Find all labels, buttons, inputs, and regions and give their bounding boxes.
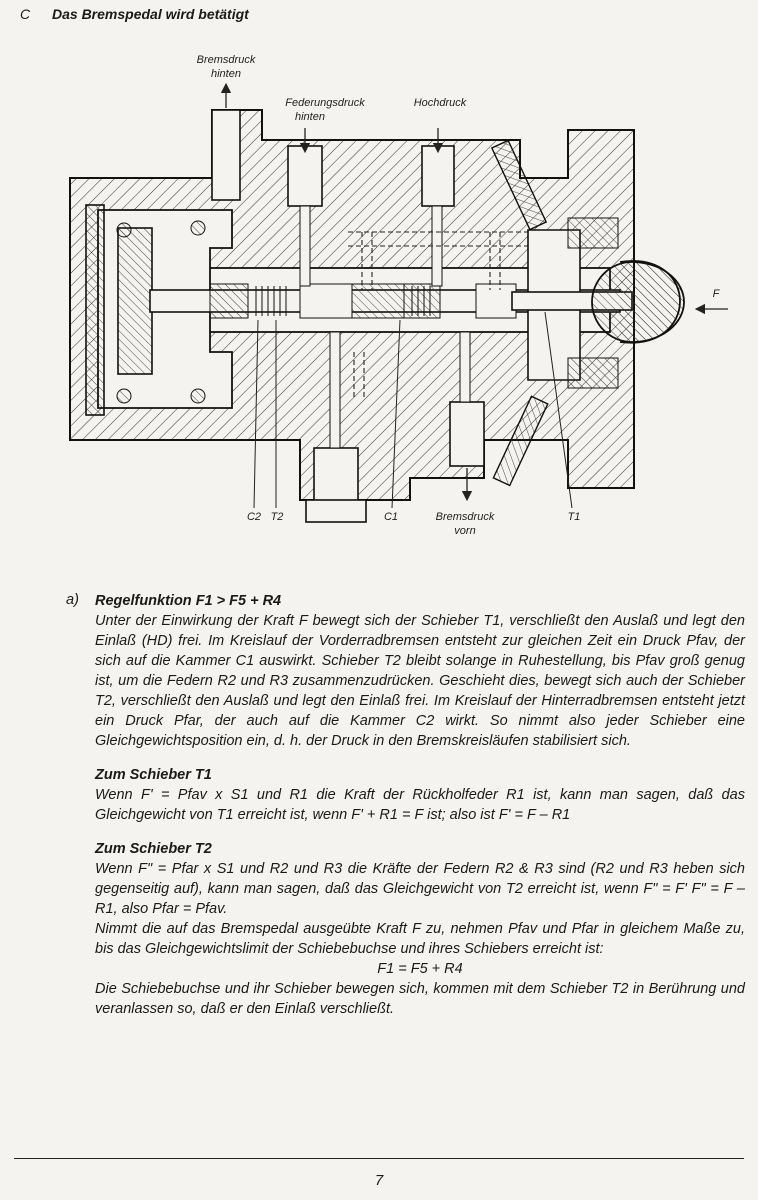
subsection-title: Regelfunktion F1 > F5 + R4 (95, 593, 282, 609)
label-bremsdruck-hinten-2: hinten (211, 68, 241, 80)
port-suspension-stem (300, 206, 310, 286)
flange-bottom (568, 358, 618, 388)
spool-land-1 (210, 284, 248, 318)
spool-land-5 (476, 284, 516, 318)
port-bottom-left-stem (330, 332, 340, 448)
label-c2: C2 (246, 511, 262, 523)
t2-paragraph-2: Nimmt die auf das Bremspedal ausgeübte Kraft F zu, nehmen Pfav und Pfar in gleichem Maße zu, bis das Gleichgewichtslimit der Schiebebuchse und ihres Schiebers erreicht ist: (95, 921, 745, 957)
port-brake-front (450, 402, 484, 466)
label-hochdruck: Hochdruck (413, 97, 467, 109)
flange-top (568, 218, 618, 248)
end-cap (86, 205, 104, 415)
label-t1: T1 (567, 511, 581, 523)
main-text (95, 585, 745, 1019)
seal-ring-bottom-right (191, 389, 205, 403)
spool-land-4 (404, 284, 440, 318)
label-federungsdruck-1: Federungsdruck (285, 97, 365, 109)
footer-rule (14, 1158, 744, 1159)
piston-left (118, 228, 152, 374)
page-number: 7 (374, 1172, 384, 1189)
subsection-letter: a) (66, 592, 79, 608)
port-brake-front-stem (460, 332, 470, 402)
intro-paragraph: Unter der Einwirkung der Kraft F bewegt sich der Schieber T1, verschließt den Auslaß und legt den Einlaß (HD) frei. Im Kreislauf der Vorderradbremsen entsteht zur gleichen Zeit ein Druck Pfav, der sich auf die Kammer C1 auswirkt. Schieber T2 bleibt solange in Ruhestellung, bis Pfav groß genug ist, um die Federn R2 und R3 zusammenzudrücken. Geschieht dies, bewegt sich auch der Schieber T2, verschließt den Auslaß und legt den Einlaß frei. Im Kreislauf der Hinterradbremsen entsteht jetzt ein Druck Pfar, der auch auf die Kammer C2 wirkt. So nimmt also jeder Schieber eine Gleichgewichtsposition ein, d. h. der Druck in den Bremskreisläufen stabilisiert sich. (95, 613, 745, 749)
label-c1: C1 (383, 511, 399, 523)
t2-paragraph: Wenn F" = Pfar x S1 und R2 und R3 die Kräfte der Federn R2 & R3 sind (R2 und R3 heben sich gegenseitig auf), kann man sagen, daß das Gleichgewicht von T2 erreicht ist, wenn F" = F' F" = F – R1, also Pfar = Pfav. (95, 861, 745, 917)
port-brake-rear (212, 110, 240, 200)
spool-land-3 (352, 284, 404, 318)
label-t2: T2 (270, 511, 284, 523)
label-federungsdruck-2: hinten (295, 111, 325, 123)
section-heading (20, 6, 249, 22)
bottom-plug-nut (306, 500, 366, 522)
seal-ring-bottom-left (117, 389, 131, 403)
seal-ring-top-right (191, 221, 205, 235)
t1-heading: Zum Schieber T1 (95, 767, 212, 783)
t2-heading: Zum Schieber T2 (95, 841, 212, 857)
section-title: Das Bremspedal wird betätigt (52, 6, 249, 22)
label-bremsdruck-vorn-1: Bremsdruck (435, 511, 495, 523)
spool-land-2 (300, 284, 352, 318)
label-bremsdruck-hinten-1: Bremsdruck (196, 54, 256, 66)
seal-ring-top-left (117, 223, 131, 237)
section-letter: C (20, 6, 31, 22)
t1-paragraph: Wenn F' = Pfav x S1 und R1 die Kraft der Rückholfeder R1 ist, kann man sagen, daß das Gleichgewicht von T1 erreicht ist, wenn F' + R1 = F ist; also ist F' = F – R1 (95, 787, 745, 823)
label-bremsdruck-vorn-2: vorn (454, 525, 476, 537)
label-force: F (712, 288, 720, 300)
brake-valve-diagram (0, 40, 758, 550)
closing-paragraph: Die Schiebebuchse und ihr Schieber bewegen sich, kommen mit dem Schieber T2 in Berührung und veranlassen so, daß er den Einlaß verschließt. (95, 981, 745, 1017)
port-high-pressure (422, 146, 454, 206)
pedal-dome (620, 261, 680, 343)
equation: F1 = F5 + R4 (377, 961, 463, 977)
port-suspension-rear (288, 146, 322, 206)
